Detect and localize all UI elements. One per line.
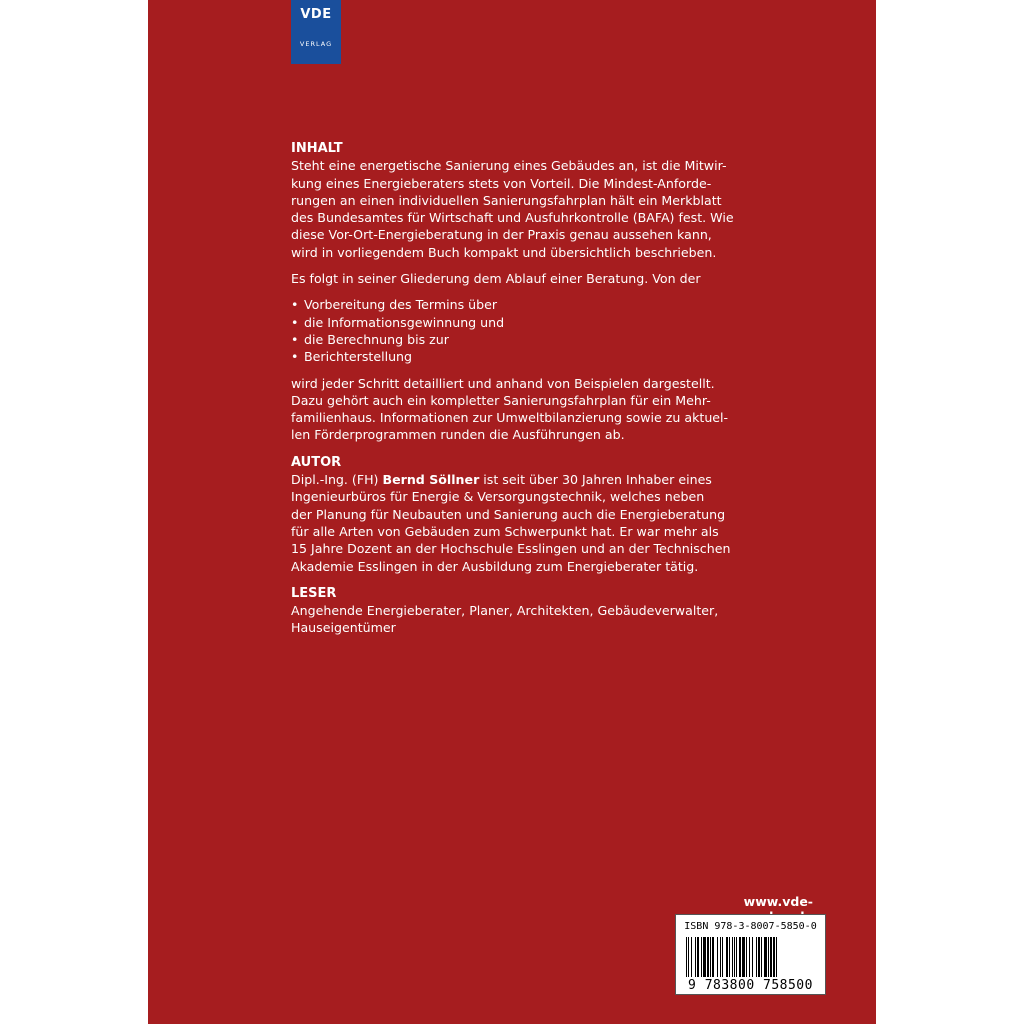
barcode-label: [675, 914, 826, 995]
inhalt-paragraph-3: wird jeder Schritt detailliert und anhand von Beispielen dargestellt. Dazu gehört auch ein kompletter Sanierungsfahrplan für ein Mehr- familienhaus. Informationen zur Umweltbilanzierung sowie zu aktuel- len Förderprogrammen runden die Ausführungen ab.: [291, 375, 729, 443]
logo-mark: VDE: [300, 7, 332, 22]
vde-verlag-logo: [291, 0, 341, 64]
list-item: • die Berechnung bis zur: [291, 331, 449, 347]
bullet-icon: •: [291, 331, 299, 347]
heading-leser: LESER: [291, 585, 337, 601]
barcode-icon: [686, 937, 815, 977]
inhalt-paragraph-2: Es folgt in seiner Gliederung dem Ablauf einer Beratung. Von der: [291, 271, 701, 287]
heading-inhalt: INHALT: [291, 141, 343, 156]
bullet-list: [291, 296, 741, 365]
bullet-icon: •: [291, 314, 299, 330]
bullet-icon: •: [291, 349, 299, 365]
section-leser: [291, 585, 741, 637]
barcode-digits: 9 783800 758500: [688, 978, 813, 993]
bullet-icon: •: [291, 297, 299, 313]
section-autor: [291, 454, 741, 575]
isbn-number: ISBN 978-3-8007-5850-0: [684, 921, 817, 932]
list-item: • die Informationsgewinnung und: [291, 314, 505, 330]
author-name: Bernd Söllner: [382, 472, 480, 488]
book-back-cover: [148, 0, 876, 1024]
autor-paragraph: Dipl.-Ing. (FH) Bernd Söllner ist seit über 30 Jahren Inhaber eines Ingenieurbüros für Energie & Versorgungstechnik, welches neben der Planung für Neubauten und Sanierung auch die Energieberatung für alle Arten von Gebäuden zum Schwerpunkt hat. Er war mehr als 15 Jahre Dozent an der Hochschule Esslingen und an der Technischen Akademie Esslingen in der Ausbildung zum Energieberater tätig.: [291, 472, 731, 574]
leser-paragraph: Angehende Energieberater, Planer, Architekten, Gebäudeverwalter, Hauseigentümer: [291, 603, 719, 636]
list-item: • Vorbereitung des Termins über: [291, 297, 498, 313]
publisher-website: www.vde-: [743, 894, 813, 909]
section-inhalt: [291, 140, 741, 444]
logo-subtitle: VERLAG: [299, 40, 333, 48]
heading-autor: AUTOR: [291, 454, 342, 470]
cover-text: [291, 140, 741, 637]
list-item: • Berichterstellung: [291, 349, 413, 365]
inhalt-paragraph-1: Steht eine energetische Sanierung eines Gebäudes an, ist die Mitwir- kung eines Energieberaters stets von Vorteil. Die Mindest-Anforde- rungen an einen individuellen Sanierungsfahrplan hält ein Merkblatt des Bundesamtes für Wirtschaft und Ausfuhrkontrolle (BAFA) fest. Wie diese Vor-Ort-Energieberatung in der Praxis genau aussehen kann, wird in vorliegendem Buch kompakt und übersichtlich beschrieben.: [291, 158, 734, 260]
